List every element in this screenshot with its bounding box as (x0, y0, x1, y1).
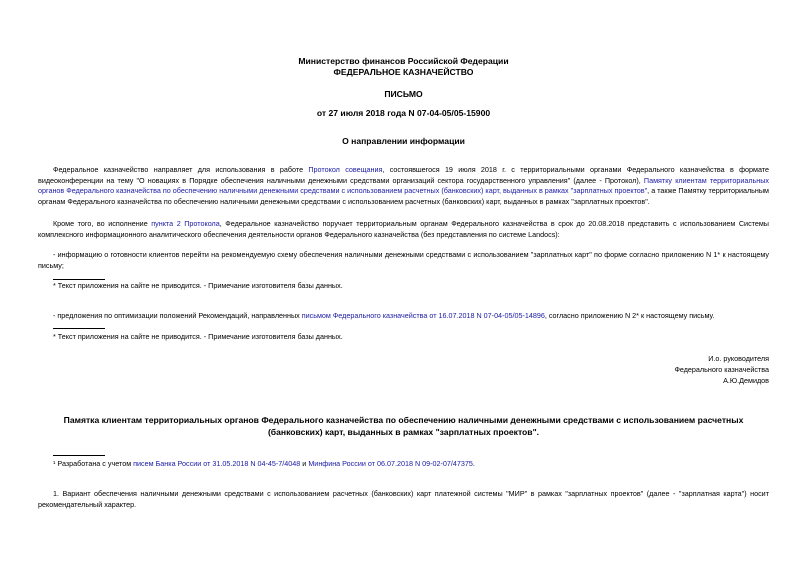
memo-footnote (53, 459, 769, 470)
paragraph-1 (38, 165, 769, 207)
memo-title-line-1: Памятка клиентам территориальных органов Федерального казначейства по обеспечению наличными денежными средствами с использованием расчетных (63, 415, 744, 425)
memo-footnote-text-1: Разработана с учетом (57, 459, 134, 468)
bank-of-russia-letter-link[interactable]: писем Банка России от 31.05.2018 N 04-45-7/4048 (133, 459, 301, 468)
p2-text-2: , Федеральное казначейство поручает территориальным органам Федерального казначейства в срок до 20.08.2018 представить с использованием Системы комплексного информационного аналитического обеспечения деятельности органов Федерального казначейства (без представления по системе Landocs): (38, 219, 769, 239)
footnote-1: * Текст приложения на сайте не приводится. - Примечание изготовителя базы данных. (53, 281, 343, 290)
footnote-2: * Текст приложения на сайте не приводится. - Примечание изготовителя базы данных. (53, 332, 343, 341)
signer-name: А.Ю.Демидов (723, 376, 769, 385)
protocol-item-2-link[interactable]: пункта 2 Протокола (151, 219, 220, 228)
footnote-separator-1 (53, 279, 105, 280)
ministry-heading: Министерство финансов Российской Федерации (298, 56, 509, 66)
memo-footnote-text-2: и (300, 459, 309, 468)
p2-text-1: Кроме того, во исполнение (53, 219, 152, 228)
memo-footnote-marker: ¹ (53, 459, 56, 468)
memo-item-1: 1. Вариант обеспечения наличными денежными средствами с использованием расчетных (банковских) карт платежной системы "МИР" в рамках "зарплатных проектов" (далее - "зарплатная карта") носит рекомендательный характер. (38, 489, 769, 509)
paragraph-4 (53, 311, 769, 322)
paragraph-3: - информацию о готовности клиентов перейти на рекомендуемую схему обеспечения наличными денежными средствами с использованием "зарплатных карт" по форме согласно приложению N 1* к настоящему письму; (38, 250, 769, 270)
signer-position: И.о. руководителя (708, 354, 769, 363)
p4-text-2: , согласно приложению N 2* к настоящему письму. (544, 311, 715, 320)
doc-type-heading: ПИСЬМО (384, 89, 423, 99)
paragraph-2 (38, 219, 769, 240)
memo-title-line-2: (банковских) карт, выданных в рамках "зарплатных проектов". (267, 427, 540, 437)
protocol-link[interactable]: Протокол совещания (308, 165, 383, 174)
treasury-letter-link[interactable]: письмом Федерального казначейства от 16.07.2018 N 07-04-05/05-14896 (301, 311, 545, 320)
minfin-letter-link[interactable]: Минфина России от 06.07.2018 N 09-02-07/47375 (308, 459, 473, 468)
memo-footnote-text-3: . (472, 459, 475, 468)
p1-text-2: , состоявшегося 19 июля 2018 г. с территориальными органами Федерального казначейства в формате видеоконференции на тему "О новациях в Порядке обеспечения наличными денежными средствами организаций сектора государственного управления" (далее - Протокол), (38, 165, 769, 185)
memo-clients-link[interactable]: Памятку клиентам территориальных органов Федерального казначейства по обеспечению наличными денежными средствами с использованием расчетных (банковских) карт, выданных в рамках "зарплатных проектов" (38, 175, 769, 195)
signer-org: Федерального казначейства (674, 365, 769, 374)
p1-text-3: , а также Памятку территориальным органам Федерального казначейства по обеспечению наличными денежными средствами с использованием расчетных (банковских) карт, выданных в рамках "зарплатных проектов". (38, 186, 769, 206)
date-number-heading: от 27 июля 2018 года N 07-04-05/05-15900 (316, 108, 491, 118)
footnote-separator-3 (53, 455, 105, 456)
p4-text-1: - предложения по оптимизации положений Рекомендаций, направленных (53, 311, 302, 320)
footnote-separator-2 (53, 328, 105, 329)
agency-heading: ФЕДЕРАЛЬНОЕ КАЗНАЧЕЙСТВО (333, 67, 474, 77)
subject-heading: О направлении информации (342, 136, 465, 146)
p1-text-1: Федеральное казначейство направляет для использования в работе (53, 165, 309, 174)
